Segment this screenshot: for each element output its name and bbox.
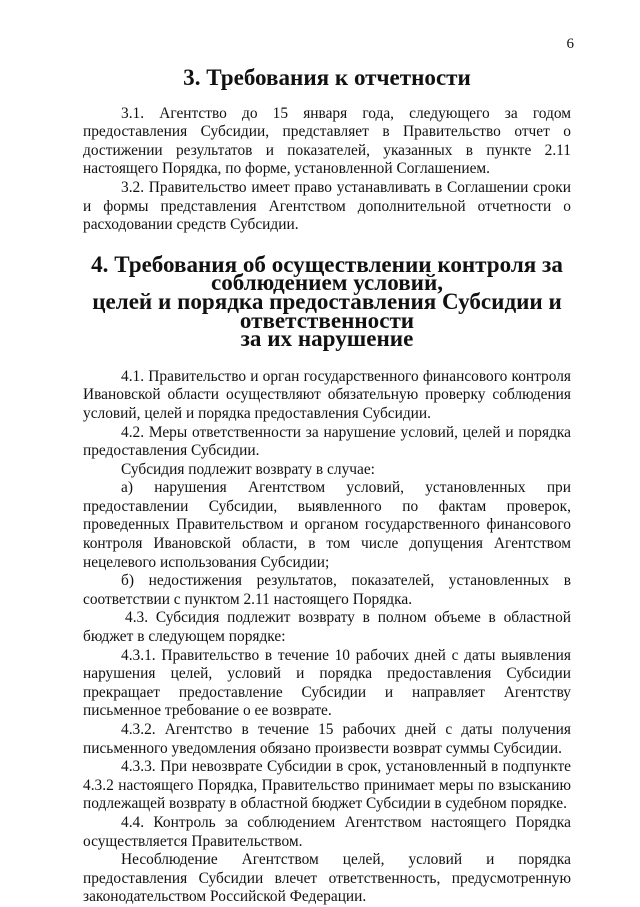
paragraph-case-b: б) недостижения результатов, показателей, установленных в соответствии с пунктом 2.11 настоящего Порядка. [83,572,571,608]
page-number: 6 [566,36,574,52]
section-4-heading-line-2: целей и порядка предоставления Субсидии и ответственности [92,287,562,333]
paragraph-case-a: а) нарушения Агентством условий, установленных при предоставлении Субсидии, выявленного по фактам проверок, проведенных Правительством и органом государственного финансового контроля Ивановской области, в том числе допущения Агентством нецелевого использования Субсидии; [83,479,571,571]
paragraph-return-cases: Субсидия подлежит возврату в случае: [121,460,375,478]
paragraph-4-1: 4.1. Правительство и орган государственного финансового контроля Ивановской области осуществляют обязательную проверку соблюдения условий, целей и порядка предоставления Субсидии. [83,367,571,422]
paragraph-3-1: 3.1. Агентство до 15 января года, следующего за годом предоставления Субсидии, представляет в Правительство отчет о достижении результатов и показателей, указанных в пункте 2.11 настоящего Порядка, по форме, установленной Соглашением. [83,104,571,178]
paragraph-4-2: 4.2. Меры ответственности за нарушение условий, целей и порядка предоставления Субсидии. [83,423,571,460]
section-4-heading-line-3: за их нарушение [240,325,414,352]
document-body [83,64,571,907]
paragraph-4-3-1: 4.3.1. Правительство в течение 10 рабочих дней с даты выявления нарушения целей, условий и порядка предоставления Субсидии прекращает предоставление Субсидии и направляет Агентству письменное требование о ее возврате. [83,646,571,720]
paragraph-4-3-2: 4.3.2. Агентство в течение 15 рабочих дней с даты получения письменного уведомления обязано произвести возврат суммы Субсидии. [83,721,571,757]
section-4-heading-line-1: 4. Требования об осуществлении контроля за соблюдением условий, [91,250,563,296]
paragraph-4-3: 4.3. Субсидия подлежит возврату в полном объеме в областной бюджет в следующем порядке: [83,609,571,646]
paragraph-4-4: 4.4. Контроль за соблюдением Агентством настоящего Порядка осуществляется Правительством. [83,813,571,850]
section-3-heading: 3. Требования к отчетности [183,64,471,90]
paragraph-4-3-3: 4.3.3. При невозврате Субсидии в срок, установленный в подпункте 4.3.2 настоящего Порядка, Правительство принимает меры по взысканию подлежащей возврату в областной бюджет Субсидии в судебном порядке. [83,758,571,813]
paragraph-liability: Несоблюдение Агентством целей, условий и порядка предоставления Субсидии влечет ответственность, предусмотренную законодательством Российской Федерации. [83,851,571,906]
paragraph-3-2: 3.2. Правительство имеет право устанавливать в Соглашении сроки и формы представления Агентством дополнительной отчетности о расходовании средств Субсидии. [83,178,571,234]
section-4-heading [83,250,571,352]
